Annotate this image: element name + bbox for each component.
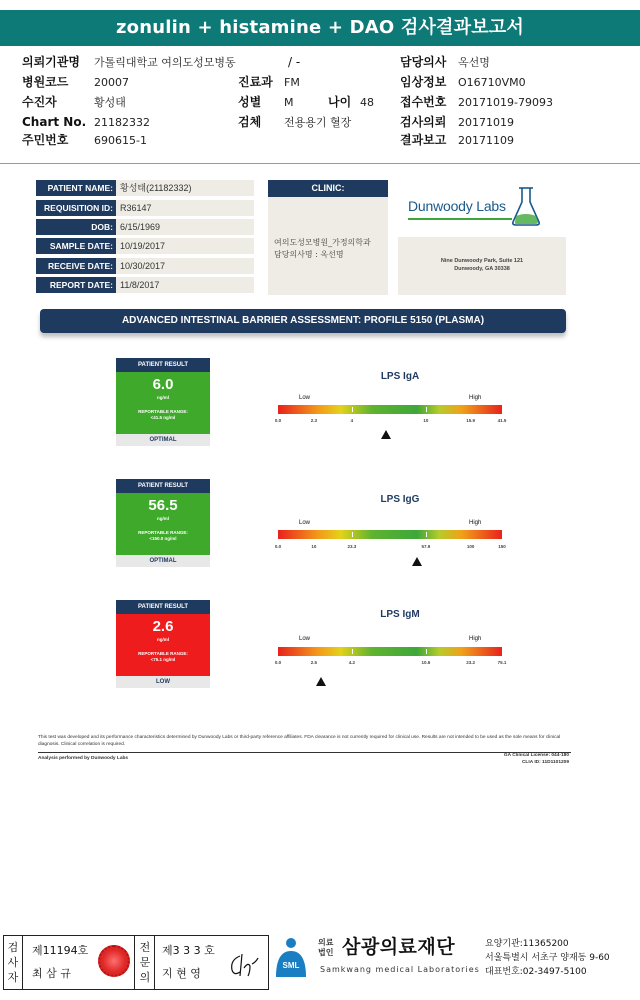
header-label: Chart No. xyxy=(22,115,87,129)
header-slash: / - xyxy=(288,55,301,69)
header-label: 임상정보 xyxy=(400,75,447,89)
gauge-tick xyxy=(352,532,353,537)
header-label: 진료과 xyxy=(238,75,273,89)
gauge-scale-label: 2.3 xyxy=(310,418,317,423)
patient-value: 6/15/1969 xyxy=(116,219,254,235)
header-value: O16710VM0 xyxy=(458,76,526,89)
gauge-high-label: High xyxy=(469,520,482,526)
lab-address xyxy=(398,237,566,295)
gauge-title: LPS IgM xyxy=(380,609,420,620)
reportable-range-label: REPORTABLE RANGE: xyxy=(138,409,188,414)
result-status: OPTIMAL xyxy=(116,434,210,446)
gauge-tick xyxy=(426,532,427,537)
seal-stamp-icon xyxy=(98,945,130,977)
divider xyxy=(134,936,135,989)
gauge-scale-label: 0.0 xyxy=(274,660,282,665)
header-label: 주민번호 xyxy=(22,133,69,147)
divider xyxy=(22,936,23,989)
gauge-scale-label: 2.5 xyxy=(310,660,317,665)
result-value: 56.5 xyxy=(148,497,178,514)
patient-value: R36147 xyxy=(116,200,254,216)
reportable-range: <41.5 ng/ml xyxy=(150,415,176,420)
gauge-scale-label: 23.3 xyxy=(347,544,357,549)
gauge-low-label: Low xyxy=(299,395,311,401)
header-label: 검사의뢰 xyxy=(400,115,447,129)
header-value: 황성태 xyxy=(94,96,126,109)
signature-icon xyxy=(226,950,262,980)
org-phone: 대표번호:02-3497-5100 xyxy=(485,967,587,977)
org-type-line2: 법인 xyxy=(318,948,334,957)
patient-label: REQUISITION ID: xyxy=(36,200,116,216)
reportable-range-label: REPORTABLE RANGE: xyxy=(138,651,188,656)
header-value: M xyxy=(284,96,294,109)
gauge-tick xyxy=(426,407,427,412)
license-info xyxy=(504,752,569,766)
header-row-doctor xyxy=(400,53,490,72)
patient-label: REPORT DATE: xyxy=(36,277,116,293)
gauge-marker xyxy=(316,677,326,686)
header-row-patient xyxy=(22,93,126,112)
header-row-request-date xyxy=(400,113,514,132)
result-header: PATIENT RESULT xyxy=(116,358,210,372)
sml-logo-icon xyxy=(272,937,310,977)
patient-value: 10/30/2017 xyxy=(116,258,254,274)
result-unit: ng/ml xyxy=(157,637,169,642)
header-row-age xyxy=(328,93,374,112)
patient-label: RECEIVE DATE: xyxy=(36,258,116,274)
result-unit: ng/ml xyxy=(157,516,169,521)
gauge-bar xyxy=(278,405,502,414)
header-row-receipt-no xyxy=(400,93,553,112)
reportable-range: <75.1 ng/ml xyxy=(150,657,176,662)
gauge-scale-label: 0.0 xyxy=(274,418,282,423)
gauge-scale-label: 23.2 xyxy=(466,660,476,665)
patient-value: 10/19/2017 xyxy=(116,238,254,254)
header-value: 48 xyxy=(360,96,374,109)
gauge-bar xyxy=(278,647,502,656)
specialist-license: 제3 3 3 호 xyxy=(162,944,215,957)
org-type xyxy=(318,938,333,958)
header-value: 21182332 xyxy=(94,116,150,129)
result-body xyxy=(116,614,210,676)
header-label: 성별 xyxy=(238,95,262,109)
result-body xyxy=(116,493,210,555)
disclaimer: This test was developed and its performance characteristics determined by Dunwoody Labs or third-party reference affiliates. FDA clearance is not currently required for clinical use. Results are not intended to be used as the sole means for clinical diagnosis. Clinical correlation is required. xyxy=(38,735,561,747)
header-value: 전용용기 혈장 xyxy=(284,116,352,129)
header-label: 병원코드 xyxy=(22,75,69,89)
footer-divider xyxy=(38,752,571,753)
header-value: 690615-1 xyxy=(94,134,147,147)
examiner-license: 제11194호 xyxy=(32,944,89,957)
lab-address-line2: Dunwoody, GA 30338 xyxy=(454,266,510,272)
result-unit: ng/ml xyxy=(157,395,169,400)
gauge-bar xyxy=(278,530,502,539)
clinic-line1: 여의도성모병원_가정의학과 xyxy=(274,238,371,247)
specialist-label: 전문의 xyxy=(139,941,151,984)
gauge-marker xyxy=(381,430,391,439)
header-label: 검체 xyxy=(238,115,262,129)
result-value: 6.0 xyxy=(152,376,174,393)
header-divider xyxy=(0,163,640,164)
result-header: PATIENT RESULT xyxy=(116,600,210,614)
sml-logo-text: SML xyxy=(282,961,300,970)
result-header: PATIENT RESULT xyxy=(116,479,210,493)
reportable-range-label: REPORTABLE RANGE: xyxy=(138,530,188,535)
gauge-tick xyxy=(352,649,353,654)
result-box-igm xyxy=(116,600,210,686)
section-title: ADVANCED INTESTINAL BARRIER ASSESSMENT: PROFILE 5150 (PLASMA) xyxy=(40,309,566,333)
patient-value: 황성태(21182332) xyxy=(116,180,254,196)
header-row-institution xyxy=(22,53,236,72)
logo-underline xyxy=(408,218,512,220)
gauge-scale-label: 0.0 xyxy=(274,544,282,549)
header-label: 나이 xyxy=(328,95,352,109)
org-name: 삼광의료재단 xyxy=(342,936,456,958)
header-value: 가톨릭대학교 여의도성모병동 xyxy=(94,56,236,69)
analysis-note: Analysis performed by Dunwoody Labs xyxy=(38,756,129,761)
header-row-chart-no xyxy=(22,113,150,132)
gauge-scale-label: 57.9 xyxy=(421,544,431,549)
result-value: 2.6 xyxy=(152,618,174,635)
gauge-high-label: High xyxy=(469,636,482,642)
specialist-name: 지 현 영 xyxy=(162,967,201,980)
header-row-sex xyxy=(238,93,294,112)
header-label: 담당의사 xyxy=(400,55,447,69)
header-row-hospital-code xyxy=(22,73,129,92)
examiner-name: 최 삼 규 xyxy=(32,967,71,980)
clinic-line2: 담당의사명 : 옥선명 xyxy=(274,250,344,259)
gauge-scale-label: 10 xyxy=(423,418,429,423)
patient-label: DOB: xyxy=(36,219,116,235)
lab-name: Dunwoody Labs xyxy=(408,198,506,214)
header-row-clinical-info xyxy=(400,73,526,92)
gauge-scale-label: 10 xyxy=(311,544,317,549)
result-body xyxy=(116,372,210,434)
clinic-box xyxy=(268,197,388,295)
header-row-department xyxy=(238,73,300,92)
result-status: OPTIMAL xyxy=(116,555,210,567)
header-row-resident-no xyxy=(22,131,147,150)
gauge-tick xyxy=(352,407,353,412)
header-label: 결과보고 xyxy=(400,133,447,147)
patient-value: 11/8/2017 xyxy=(116,277,254,293)
gauge-scale-label: 4.2 xyxy=(348,660,356,665)
org-address: 서울특별시 서초구 양재동 9-60 xyxy=(485,953,610,963)
gauge-scale-label: 4 xyxy=(350,418,354,423)
gauge-title: LPS IgA xyxy=(380,371,420,382)
gauge-high-label: High xyxy=(469,395,482,401)
divider xyxy=(154,936,155,989)
gauge-scale-label: 150 xyxy=(498,544,506,549)
gauge-scale-label: 41.5 xyxy=(497,418,507,423)
reportable-range: <150.0 ng/ml xyxy=(149,536,177,541)
org-english-name: Samkwang medical Laboratories xyxy=(320,965,480,974)
header-label: 수진자 xyxy=(22,95,57,109)
result-status: LOW xyxy=(116,676,210,688)
header-label: 접수번호 xyxy=(400,95,447,109)
result-box-igg xyxy=(116,479,210,565)
header-value: 20007 xyxy=(94,76,129,89)
gauge-marker xyxy=(412,557,422,566)
result-box-iga xyxy=(116,358,210,444)
gauge-scale-label: 100 xyxy=(466,544,475,549)
header-value: FM xyxy=(284,76,300,89)
report-title: zonulin + histamine + DAO 검사결과보고서 xyxy=(0,10,640,46)
header-label: 의뢰기관명 xyxy=(22,55,80,69)
examiner-label: 검사자 xyxy=(7,941,19,984)
gauge-low-label: Low xyxy=(299,636,311,642)
header-value: 옥선명 xyxy=(458,56,490,69)
dunwoody-logo xyxy=(408,186,558,232)
header-row-report-date xyxy=(400,131,514,150)
gauge-title: LPS IgG xyxy=(380,494,420,505)
patient-label: SAMPLE DATE: xyxy=(36,238,116,254)
org-type-line1: 의료 xyxy=(318,938,334,947)
gauge-scale-label: 15.9 xyxy=(466,418,476,423)
header-value: 20171019 xyxy=(458,116,514,129)
header-row-specimen xyxy=(238,113,351,132)
flask-icon xyxy=(510,186,542,226)
gauge-scale-label: 10.6 xyxy=(421,660,431,665)
org-code: 요양기관:11365200 xyxy=(485,939,569,949)
header-value: 20171019-79093 xyxy=(458,96,553,109)
clinic-label: CLINIC: xyxy=(268,180,388,197)
gauge-scale-label: 75.1 xyxy=(497,660,507,665)
header-value: 20171109 xyxy=(458,134,514,147)
lab-address-line1: Nine Dunwoody Park, Suite 121 xyxy=(440,258,524,264)
license-line2: CLIA ID: 11D1101209 xyxy=(521,760,569,765)
patient-label: PATIENT NAME: xyxy=(36,180,116,196)
gauge-tick xyxy=(426,649,427,654)
signature-block xyxy=(3,935,269,990)
license-line1: GA Clinical License: 044-180 xyxy=(503,753,569,758)
gauge-low-label: Low xyxy=(299,520,311,526)
